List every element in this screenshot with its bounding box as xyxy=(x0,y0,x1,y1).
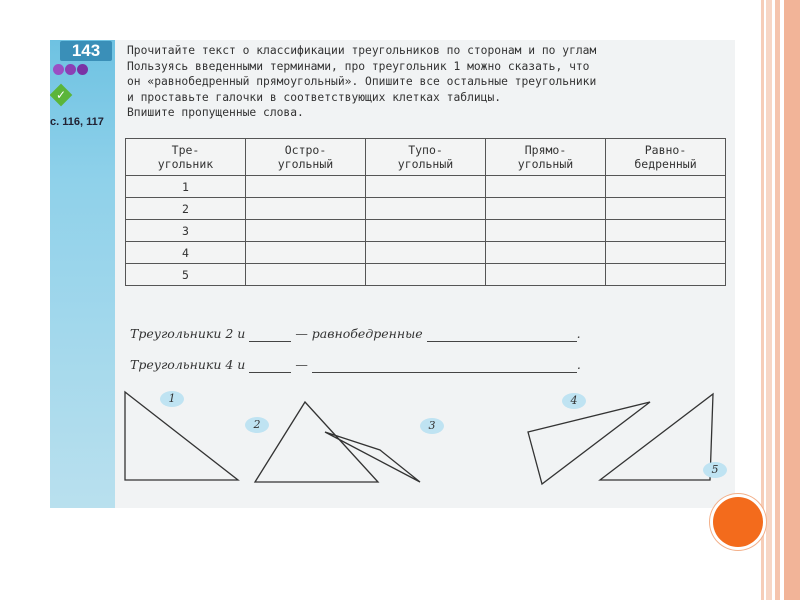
check-cell[interactable] xyxy=(366,176,486,198)
check-cell[interactable] xyxy=(246,264,366,286)
check-cell[interactable] xyxy=(366,198,486,220)
check-cell[interactable] xyxy=(486,198,606,220)
page-margin xyxy=(50,40,115,508)
check-cell[interactable] xyxy=(366,220,486,242)
decor-stripe-inner xyxy=(761,0,764,600)
triangles-figure xyxy=(110,382,730,492)
check-cell[interactable] xyxy=(486,242,606,264)
check-cell[interactable] xyxy=(606,198,726,220)
triangle-label: 2 xyxy=(245,417,269,433)
check-cell[interactable] xyxy=(246,176,366,198)
row-label: 4 xyxy=(126,242,246,264)
exercise-number: 143 xyxy=(60,41,112,61)
dot-icon xyxy=(77,64,88,75)
col-header-triangle: Тре- угольник xyxy=(126,139,246,176)
instruction-line: Впишите пропущенные слова. xyxy=(127,106,304,119)
check-cell[interactable] xyxy=(246,242,366,264)
check-cell[interactable] xyxy=(486,264,606,286)
check-cell[interactable] xyxy=(246,220,366,242)
blank-field[interactable] xyxy=(249,326,291,342)
table-header-row xyxy=(126,139,726,176)
table-row xyxy=(126,242,726,264)
dot-icon xyxy=(53,64,64,75)
row-label: 2 xyxy=(126,198,246,220)
triangle-label: 5 xyxy=(703,462,727,478)
col-header-obtuse: Тупо- угольный xyxy=(366,139,486,176)
blank-field[interactable] xyxy=(249,357,291,373)
col-header-acute: Остро- угольный xyxy=(246,139,366,176)
check-cell[interactable] xyxy=(366,264,486,286)
check-cell[interactable] xyxy=(486,220,606,242)
accent-circle xyxy=(713,497,763,547)
triangle-label: 3 xyxy=(420,418,444,434)
row-label: 1 xyxy=(126,176,246,198)
triangle-5 xyxy=(600,394,713,480)
triangle-2 xyxy=(255,402,378,482)
check-cell[interactable] xyxy=(606,264,726,286)
table-row xyxy=(126,198,726,220)
instruction-line: Прочитайте текст о классификации треугольников по сторонам и по углам xyxy=(127,44,597,57)
row-label: 5 xyxy=(126,264,246,286)
table-row xyxy=(126,220,726,242)
instructions xyxy=(127,43,732,121)
fill-in-line-1: Треугольники 2 и — равнобедренные . xyxy=(130,326,581,341)
textbook-page xyxy=(50,40,735,508)
col-header-right: Прямо- угольный xyxy=(486,139,606,176)
row-label: 3 xyxy=(126,220,246,242)
check-cell[interactable] xyxy=(246,198,366,220)
table-row xyxy=(126,264,726,286)
classification-table xyxy=(125,138,726,286)
check-cell[interactable] xyxy=(606,220,726,242)
check-cell[interactable] xyxy=(486,176,606,198)
check-cell[interactable] xyxy=(606,242,726,264)
triangle-label: 4 xyxy=(562,393,586,409)
triangle-label: 1 xyxy=(160,391,184,407)
instruction-line: Пользуясь введенными терминами, про треугольник 1 можно сказать, что xyxy=(127,59,590,73)
decor-stripe xyxy=(766,0,800,600)
triangle-3 xyxy=(325,432,420,482)
check-cell[interactable] xyxy=(606,176,726,198)
page-reference: с. 116, 117 xyxy=(50,116,104,128)
table-row xyxy=(126,176,726,198)
dot-icon xyxy=(65,64,76,75)
blank-field[interactable] xyxy=(427,326,577,342)
triangle-1 xyxy=(125,392,238,480)
col-header-isosceles: Равно- бедренный xyxy=(606,139,726,176)
blank-field[interactable] xyxy=(312,357,577,373)
instruction-line: и проставьте галочки в соответствующих клетках таблицы. xyxy=(127,90,502,104)
triangle-4 xyxy=(528,402,650,484)
instruction-line: он «равнобедренный прямоугольный». Опишите все остальные треугольники xyxy=(127,75,597,88)
check-icon: ✓ xyxy=(50,84,72,107)
check-cell[interactable] xyxy=(366,242,486,264)
fill-in-line-2: Треугольники 4 и — . xyxy=(130,357,581,372)
